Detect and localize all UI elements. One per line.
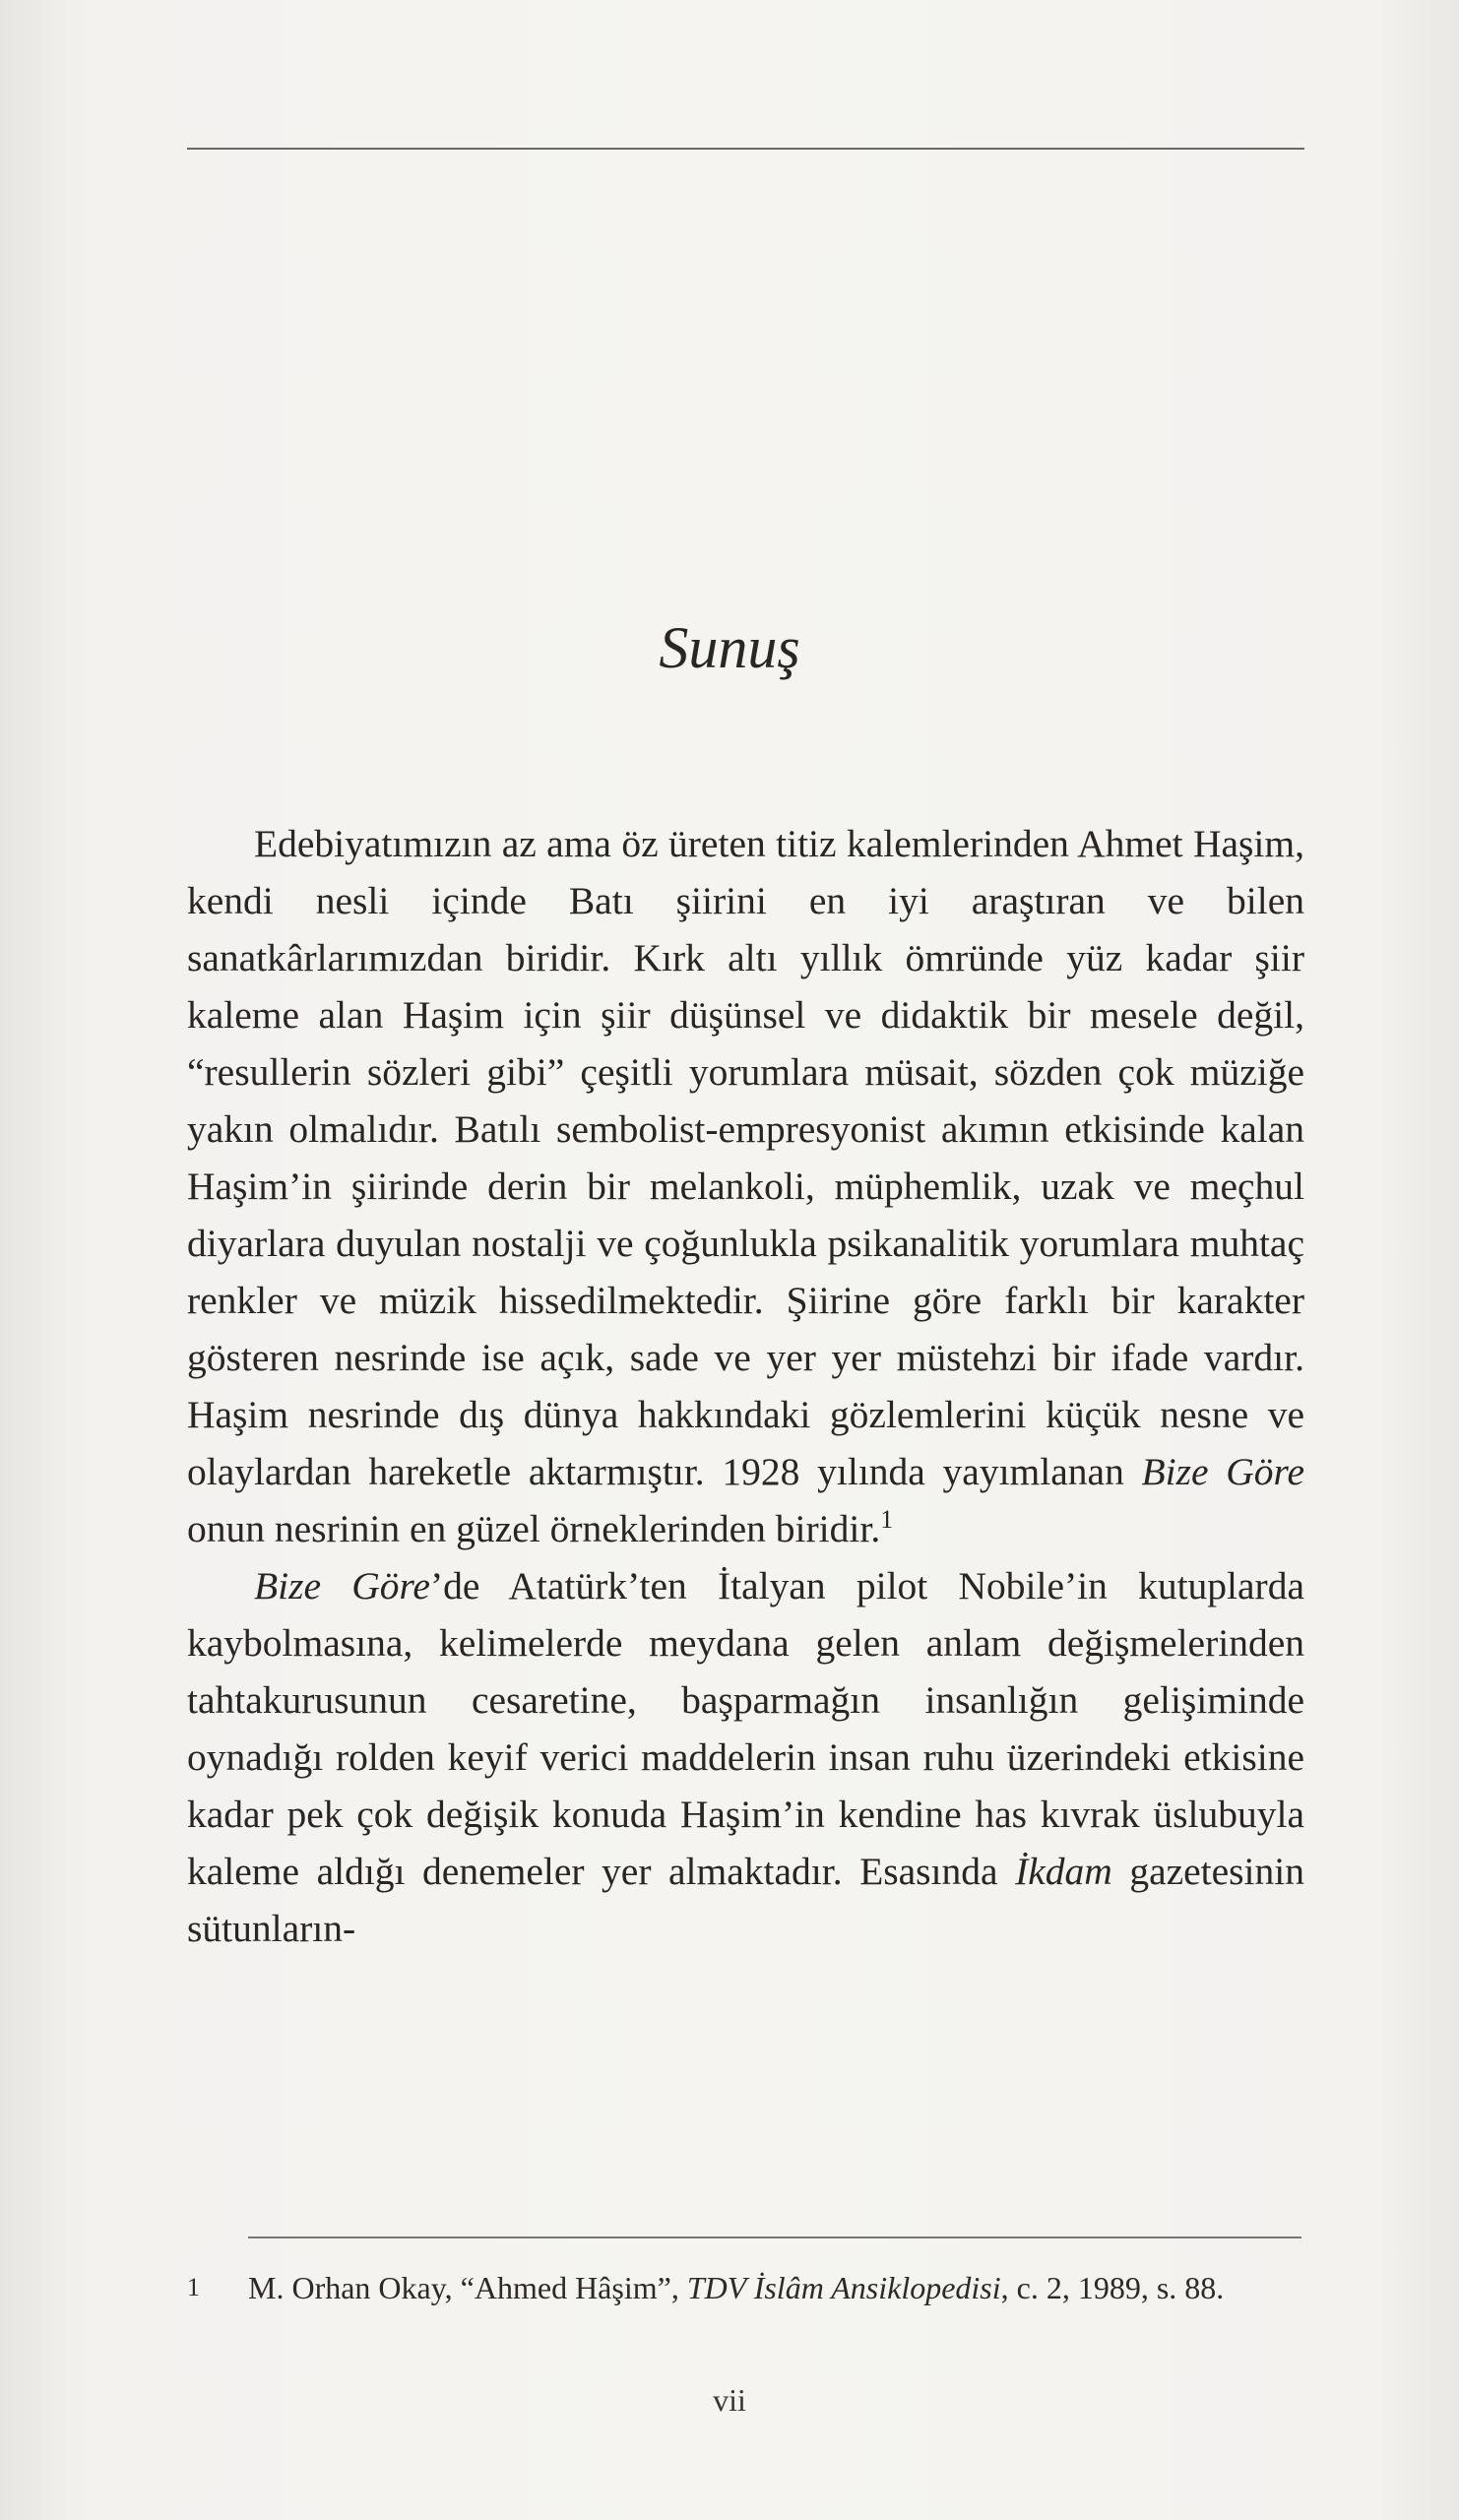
footnote-number: 1 bbox=[187, 2273, 200, 2301]
paragraph-2-text-2: gazetesinin sütunların- bbox=[187, 1850, 1304, 1950]
top-rule bbox=[187, 148, 1304, 150]
paragraph-1-italic-title: Bize Göre bbox=[1141, 1450, 1304, 1493]
body-text bbox=[187, 815, 1304, 1957]
paragraph-1-text-1: Edebiyatımızın az ama öz üreten titiz kalemlerinden Ahmet Haşim, kendi nesli içinde Batı şiirini en iyi araştıran ve bilen sanatkârlarımızdan biridir. Kırk altı yıllık ömründe yüz kadar şiir kaleme alan Haşim için şiir düşünsel ve didaktik bir mesele değil, “resullerin sözleri gibi” çeşitli yorumlara müsait, sözden çok müziğe yakın olmalıdır. Batılı sembolist-empresyonist akımın etkisinde kalan Haşim’in şiirinde derin bir melankoli, müphemlik, uzak ve meçhul diyarlara duyulan nostalji ve çoğunlukla psikanalitik yorumlara muhtaç renkler ve müzik hissedilmektedir. Şiirine göre farklı bir karakter gösteren nesrinde ise açık, sade ve yer yer müstehzi bir ifade vardır. Haşim nesrinde dış dünya hakkındaki gözlemlerini küçük nesne ve olaylardan hareketle aktarmıştır. 1928 yılında yayımlanan bbox=[187, 822, 1304, 1493]
footnote-text-2: , c. 2, 1989, s. 88. bbox=[1000, 2270, 1225, 2305]
paragraph-1 bbox=[187, 815, 1304, 1557]
paragraph-2-italic-newspaper: İkdam bbox=[1015, 1850, 1112, 1893]
paragraph-2-text-1: ’de Atatürk’ten İtalyan pilot Nobile’in kutuplarda kaybolmasına, kelimelerde meydana gelen anlam değişmelerinden tahtakurusunun cesaretine, başparmağın insanlığın gelişiminde oynadığı rolden keyif verici maddelerin insan ruhu üzerindeki etkisine kadar pek çok değişik konuda Haşim’in kendine has kıvrak üslubuyla kaleme aldığı denemeler yer almaktadır. Esasında bbox=[187, 1564, 1304, 1893]
paragraph-2-italic-title: Bize Göre bbox=[254, 1564, 430, 1607]
chapter-title: Sunuş bbox=[659, 615, 800, 680]
footnote-rule bbox=[248, 2236, 1301, 2238]
paragraph-1-text-2: onun nesrinin en güzel örneklerinden biridir. bbox=[187, 1507, 881, 1550]
footnote-reference[interactable]: 1 bbox=[880, 1505, 894, 1534]
footnote bbox=[187, 2264, 1304, 2311]
footnote-text bbox=[248, 2264, 1304, 2311]
page-number: vii bbox=[713, 2382, 746, 2418]
footnote-italic-source: TDV İslâm Ansiklopedisi bbox=[686, 2270, 1001, 2305]
footnote-text-1: M. Orhan Okay, “Ahmed Hâşim”, bbox=[248, 2270, 687, 2305]
paragraph-2 bbox=[187, 1557, 1304, 1957]
